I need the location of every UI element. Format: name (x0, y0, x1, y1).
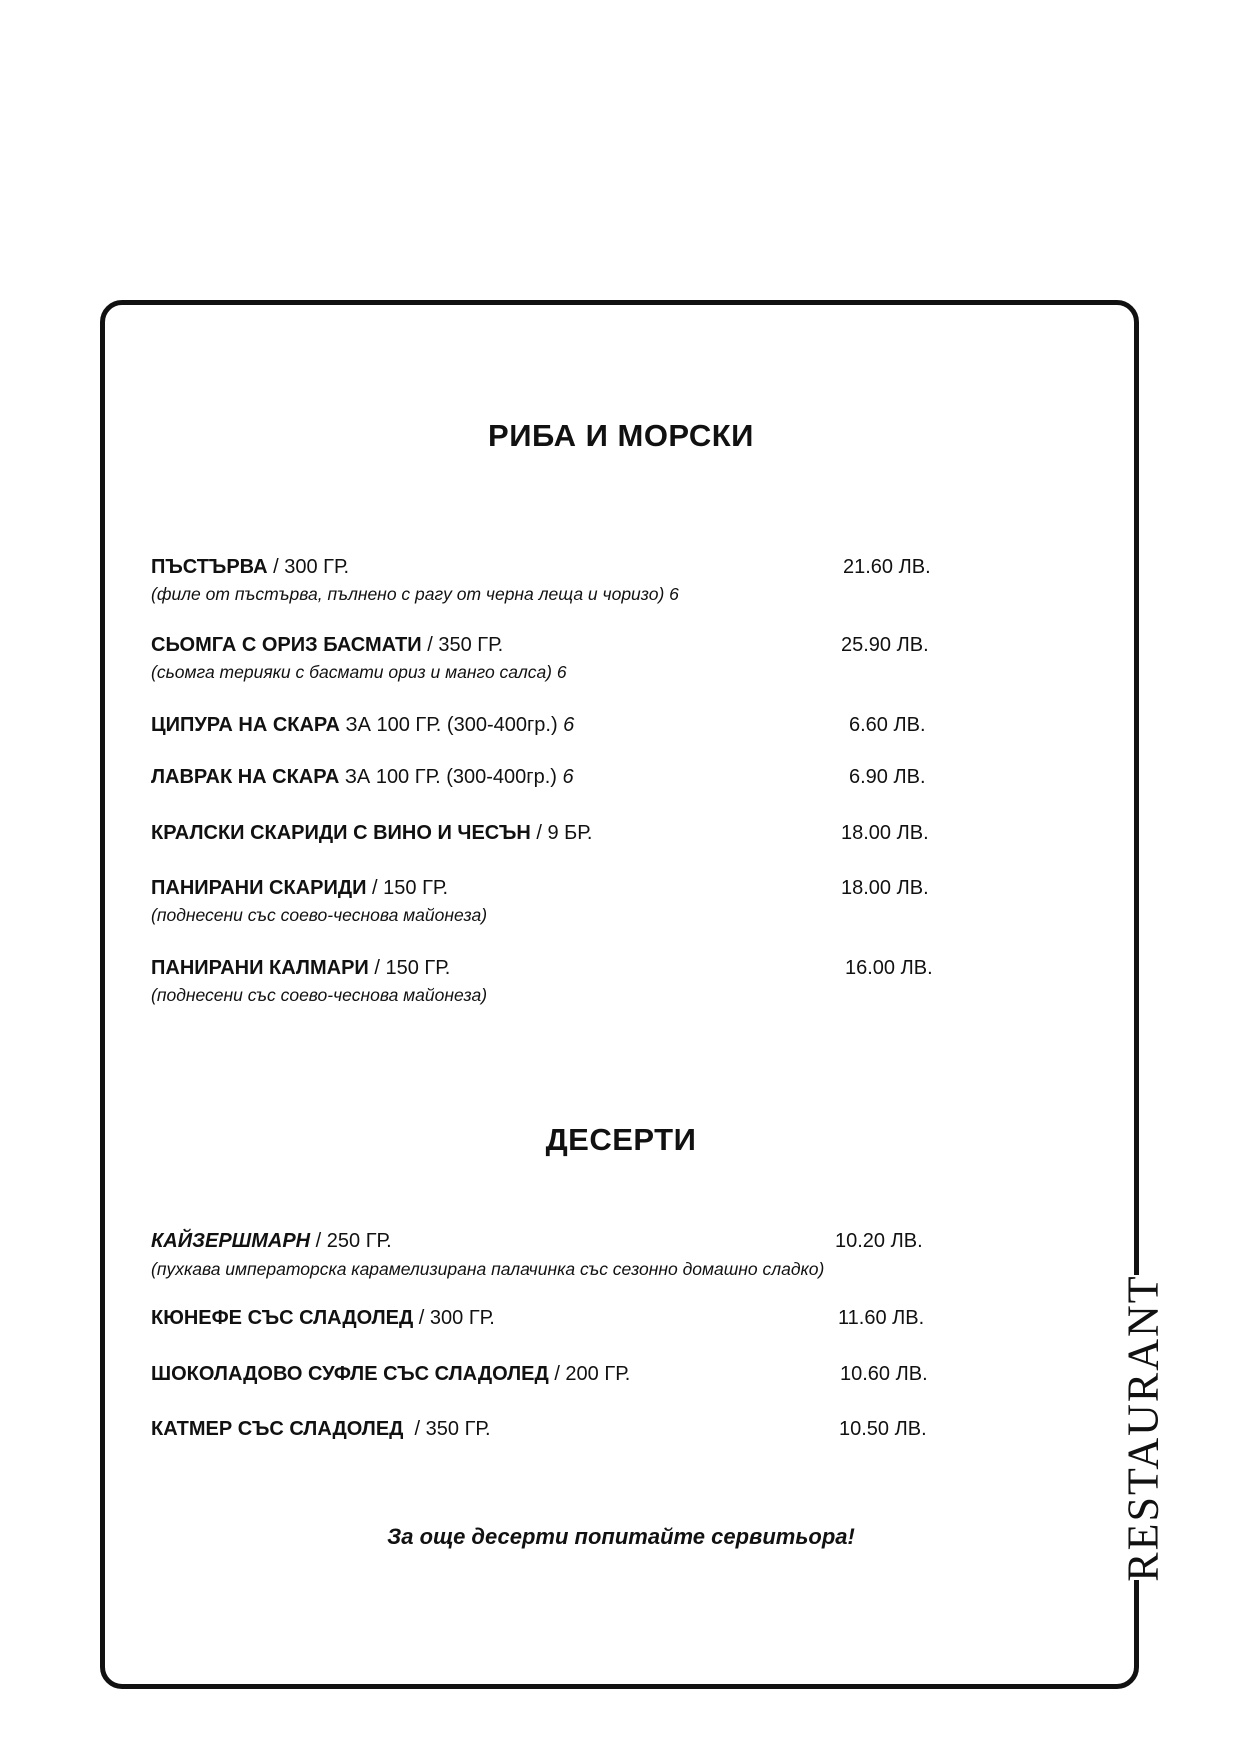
menu-item: ЦИПУРА НА СКАРА ЗА 100 ГР. (300-400гр.) 6 (151, 714, 575, 736)
footer-note: За още десерти попитайте сервитьора! (387, 1524, 855, 1549)
menu-item: ПЪСТЪРВА / 300 ГР. (151, 556, 350, 578)
menu-item: ПАНИРАНИ СКАРИДИ / 150 ГР. (151, 877, 449, 899)
menu-item: ШОКОЛАДОВО СУФЛЕ СЪС СЛАДОЛЕД / 200 ГР. (151, 1363, 631, 1385)
item-price: 18.00 ЛВ. (841, 822, 929, 844)
item-description: (поднесени със соево-чеснова майонеза) (151, 985, 488, 1005)
item-price: 10.20 ЛВ. (835, 1230, 923, 1252)
item-price: 10.60 ЛВ. (840, 1363, 928, 1385)
section-title-desserts: ДЕСЕРТИ (545, 1122, 697, 1157)
item-price: 11.60 ЛВ. (838, 1307, 925, 1329)
item-price: 25.90 ЛВ. (841, 634, 929, 656)
item-description: (пухкава императорска карамелизирана палачинка със сезонно домашно сладко) (151, 1259, 825, 1279)
menu-item: ПАНИРАНИ КАЛМАРИ / 150 ГР. (151, 957, 451, 979)
item-price: 18.00 ЛВ. (841, 877, 929, 899)
item-price: 6.90 ЛВ. (849, 766, 926, 788)
menu-item: КАЙЗЕРШМАРН / 250 ГР. (151, 1230, 392, 1252)
item-price: 16.00 ЛВ. (845, 957, 933, 979)
menu-item: КРАЛСКИ СКАРИДИ С ВИНО И ЧЕСЪН / 9 БР. (151, 822, 593, 844)
restaurant-side-label: RESTAURANT (1118, 1274, 1168, 1582)
menu-item: КАТМЕР СЪС СЛАДОЛЕД / 350 ГР. (151, 1418, 491, 1440)
item-price: 6.60 ЛВ. (849, 714, 926, 736)
menu-item: ЛАВРАК НА СКАРА ЗА 100 ГР. (300-400гр.) 6 (151, 766, 574, 788)
item-description: (поднесени със соево-чеснова майонеза) (151, 905, 488, 925)
section-title-fish: РИБА И МОРСКИ (488, 418, 754, 453)
item-description: (сьомга терияки с басмати ориз и манго салса) 6 (151, 662, 567, 682)
item-price: 10.50 ЛВ. (839, 1418, 927, 1440)
item-description: (филе от пъстърва, пълнено с рагу от черна леща и чоризо) 6 (151, 584, 679, 604)
menu-item: КЮНЕФЕ СЪС СЛАДОЛЕД / 300 ГР. (151, 1307, 495, 1329)
menu-item: СЬОМГА С ОРИЗ БАСМАТИ / 350 ГР. (151, 634, 504, 656)
item-price: 21.60 ЛВ. (843, 556, 931, 578)
